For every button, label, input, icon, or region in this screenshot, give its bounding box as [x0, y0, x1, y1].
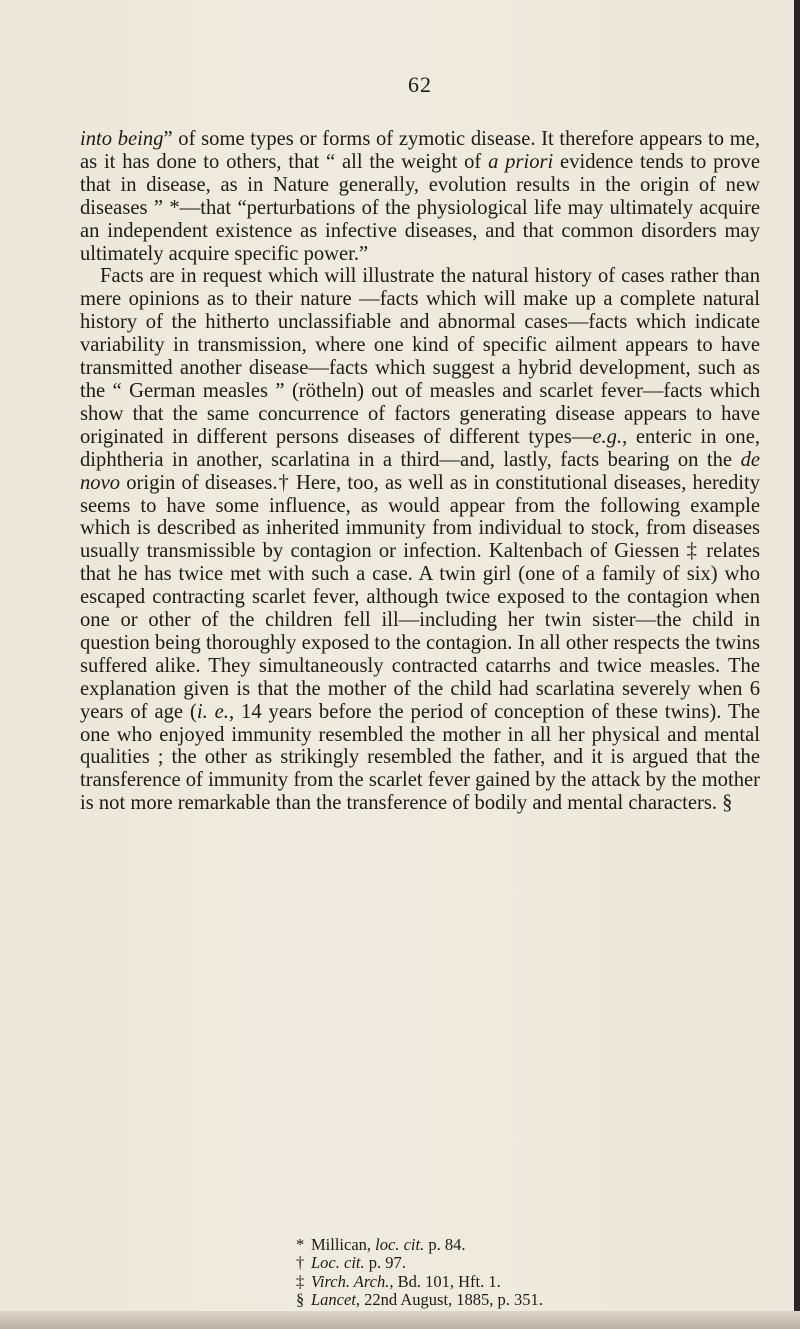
paragraph-continuation: into being” of some types or forms of zymotic disease. It therefore appears to me, as it has done to others, that “ all the weight of a priori evidence tends to prove that in disease, as in Nature generally, evolution results in the origin of new diseases ” *—that “perturbations of the physiological life may ultimately acquire an independent existence as infective diseases, and that common disorders may ultimately acquire specific power.” — [80, 128, 760, 265]
paragraph-facts: Facts are in request which will illustrate the natural history of cases rather than mere opinions as to their nature —facts which will make up a complete natural history of the hitherto unclassifiable and abnormal cases—facts which indicate variability in transmission, where one kind of specific ailment appears to have transmitted another disease—facts which suggest a hybrid development, such as the “ German measles ” (rötheln) out of measles and scarlet fever—facts which show that the same concurrence of factors generating disease appears to have originated in different persons diseases of different types—e.g., enteric in one, diphtheria in another, scarlatina in a third—and, lastly, facts bearing on the de novo origin of diseases.† Here, too, as well as in constitutional diseases, heredity seems to have some influence, as would appear from the following example which is described as inherited immunity from individual to stock, from diseases usually transmissible by contagion or infection. Kaltenbach of Giessen ‡ relates that he has twice met with such a case. A twin girl (one of a family of six) who escaped contracting scarlet fever, although twice exposed to the contagion when one or other of the children fell ill—including her twin sister—the child in question being thoroughly exposed to the contagion. In all other respects the twins suffered alike. They simultaneously contracted catarrhs and twice measles. The explanation given is that the mother of the child had scarlatina severely when 6 years of age (i. e., 14 years before the period of conception of these twins). The one who enjoyed immunity resembled the mother in all her physical and mental qualities ; the other as strikingly resembled the father, and it is argued that the transference of immunity from the scarlet fever gained by the attack by the mother is not more remarkable than the transference of bodily and mental characters. § — [80, 265, 760, 815]
footnote: ‡ Virch. Arch., Bd. 101, Hft. 1. — [296, 1271, 501, 1291]
footnote-mark: ‡ — [296, 1271, 305, 1291]
footnote-mark: † — [296, 1253, 305, 1273]
footnote-mark: § — [296, 1289, 305, 1309]
footnotes — [296, 1236, 736, 1309]
emphasis-a-priori: a priori — [488, 150, 554, 173]
page-bottom-edge — [0, 1311, 800, 1329]
emphasis-eg: e.g. — [592, 425, 623, 448]
emphasis-ie: i. e. — [196, 700, 229, 723]
page-number: 62 — [408, 72, 432, 97]
page-edge-shadow — [794, 0, 800, 1329]
footnote-mark: * — [296, 1235, 305, 1254]
emphasis-into-being: into being — [80, 128, 164, 150]
footnote: § Lancet, 22nd August, 1885, p. 351. — [296, 1289, 543, 1309]
footnote: * Millican, loc. cit. p. 84. — [296, 1235, 466, 1254]
footnote: † Loc. cit. p. 97. — [296, 1253, 406, 1273]
body-text — [80, 128, 760, 815]
emphasis-de-novo: de novo — [80, 448, 760, 494]
